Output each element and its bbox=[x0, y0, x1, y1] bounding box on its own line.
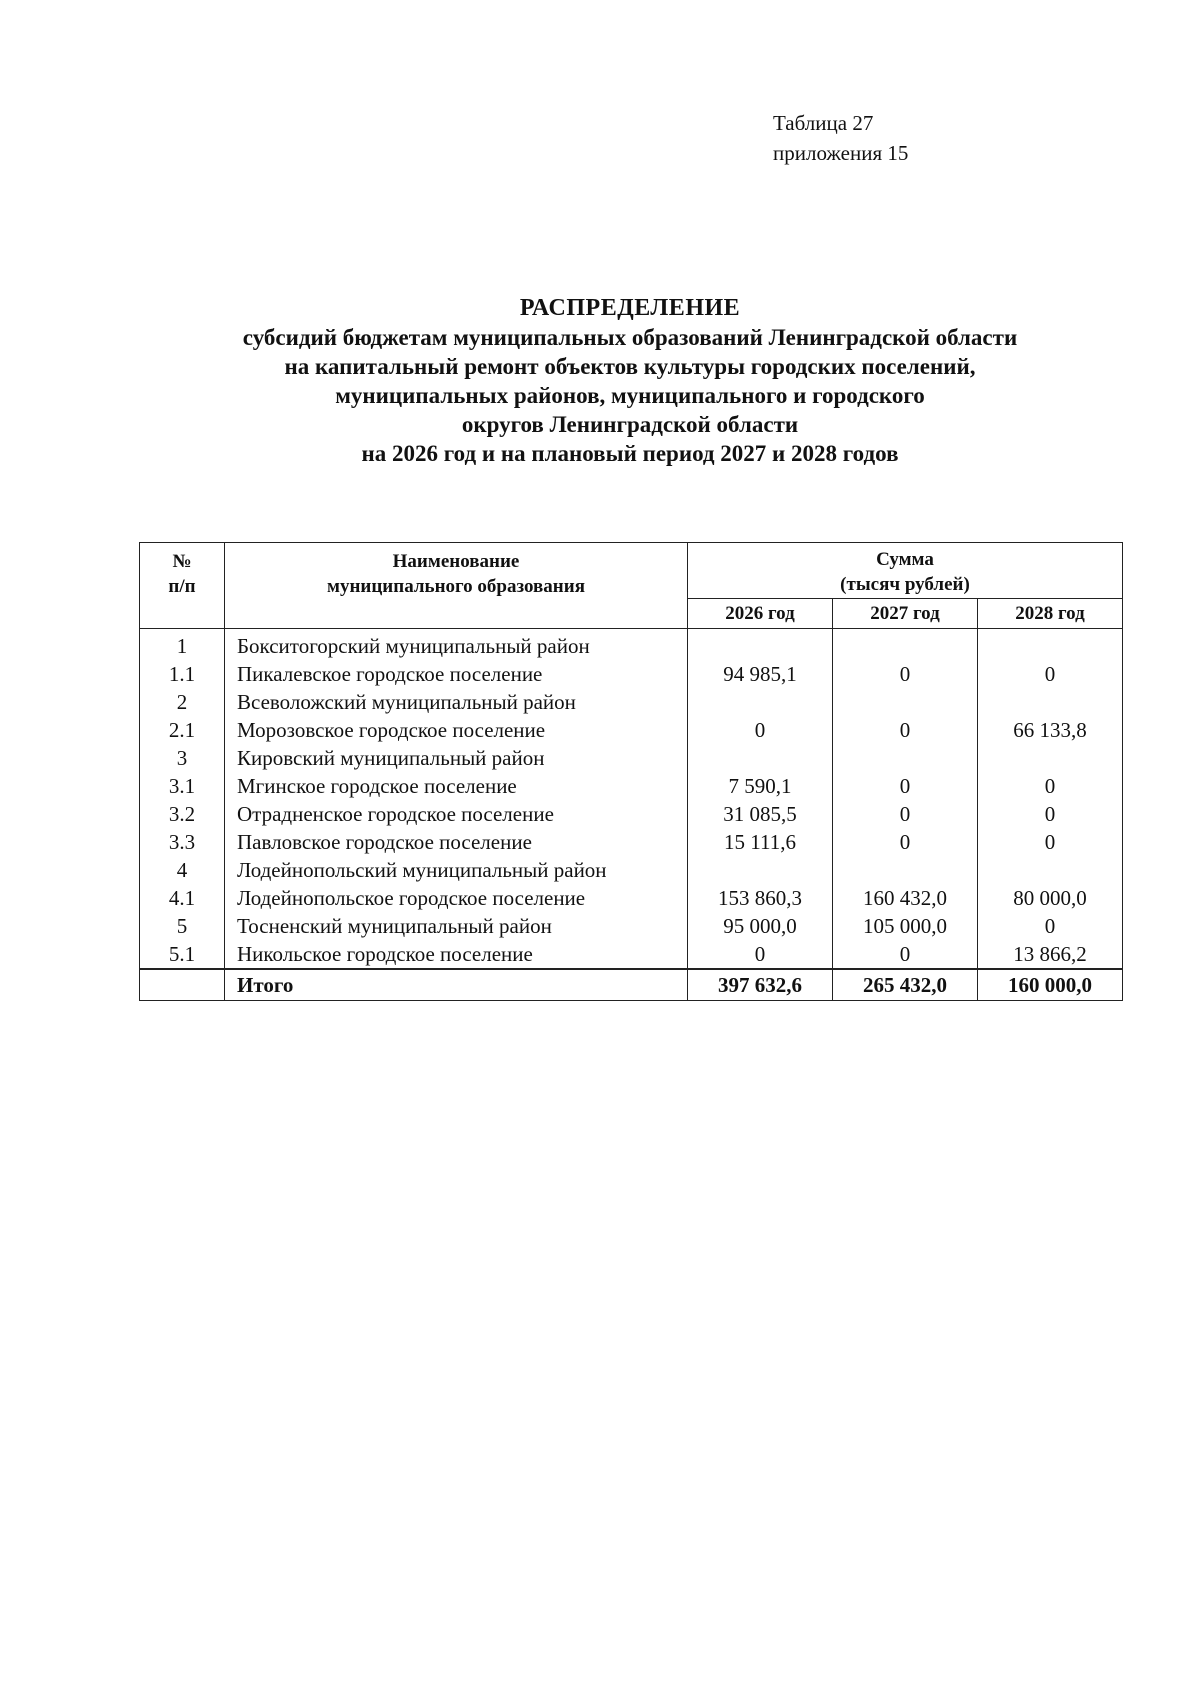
row-number: 4 bbox=[140, 856, 225, 884]
column-header-sum bbox=[688, 543, 1123, 599]
table-row bbox=[140, 772, 1123, 800]
row-value-2028: 13 866,2 bbox=[978, 940, 1123, 969]
column-header-number-line-2: п/п bbox=[168, 576, 196, 597]
table-row bbox=[140, 688, 1123, 716]
row-value-2027 bbox=[833, 744, 978, 772]
row-name: Кировский муниципальный район bbox=[225, 744, 688, 772]
total-row bbox=[140, 969, 1123, 1001]
row-name: Лодейнопольский муниципальный район bbox=[225, 856, 688, 884]
row-number: 2 bbox=[140, 688, 225, 716]
table-body bbox=[140, 629, 1123, 1001]
table-row bbox=[140, 884, 1123, 912]
total-row-number bbox=[140, 969, 225, 1001]
table-row bbox=[140, 856, 1123, 884]
row-value-2027 bbox=[833, 688, 978, 716]
row-value-2027 bbox=[833, 629, 978, 661]
table-row bbox=[140, 744, 1123, 772]
row-value-2027: 105 000,0 bbox=[833, 912, 978, 940]
title-line-1: субсидий бюджетам муниципальных образований Ленинградской области bbox=[242, 325, 1018, 350]
total-value-2026: 397 632,6 bbox=[688, 969, 833, 1001]
row-name: Мгинское городское поселение bbox=[225, 772, 688, 800]
row-name: Тосненский муниципальный район bbox=[225, 912, 688, 940]
column-header-name-line-1: Наименование bbox=[392, 551, 520, 572]
row-name: Пикалевское городское поселение bbox=[225, 660, 688, 688]
row-value-2026 bbox=[688, 744, 833, 772]
row-value-2026 bbox=[688, 688, 833, 716]
row-value-2027: 160 432,0 bbox=[833, 884, 978, 912]
row-value-2026: 95 000,0 bbox=[688, 912, 833, 940]
row-number: 5 bbox=[140, 912, 225, 940]
row-value-2026 bbox=[688, 856, 833, 884]
title-main: РАСПРЕДЕЛЕНИЕ bbox=[519, 295, 741, 321]
row-number: 3.1 bbox=[140, 772, 225, 800]
column-header-sum-line-2: (тысяч рублей) bbox=[840, 574, 970, 595]
document-title bbox=[100, 294, 1160, 468]
row-name: Лодейнопольское городское поселение bbox=[225, 884, 688, 912]
row-name: Всеволожский муниципальный район bbox=[225, 688, 688, 716]
row-value-2027: 0 bbox=[833, 660, 978, 688]
row-value-2026 bbox=[688, 629, 833, 661]
title-line-4: округов Ленинградской области bbox=[461, 412, 799, 437]
row-value-2026: 153 860,3 bbox=[688, 884, 833, 912]
title-line-3: муниципальных районов, муниципального и городского bbox=[335, 383, 925, 408]
row-value-2028 bbox=[978, 856, 1123, 884]
row-value-2028 bbox=[978, 688, 1123, 716]
table-row bbox=[140, 660, 1123, 688]
row-value-2027: 0 bbox=[833, 940, 978, 969]
row-value-2028: 0 bbox=[978, 660, 1123, 688]
row-value-2026: 0 bbox=[688, 716, 833, 744]
row-number: 3.3 bbox=[140, 828, 225, 856]
row-value-2028: 80 000,0 bbox=[978, 884, 1123, 912]
table-header bbox=[140, 543, 1123, 629]
row-value-2027: 0 bbox=[833, 800, 978, 828]
row-value-2027: 0 bbox=[833, 716, 978, 744]
table-reference bbox=[773, 108, 908, 168]
row-number: 3.2 bbox=[140, 800, 225, 828]
row-value-2026: 15 111,6 bbox=[688, 828, 833, 856]
total-value-2028: 160 000,0 bbox=[978, 969, 1123, 1001]
row-number: 1.1 bbox=[140, 660, 225, 688]
title-line-5: на 2026 год и на плановый период 2027 и 2028 годов bbox=[361, 441, 899, 466]
row-number: 1 bbox=[140, 629, 225, 661]
row-value-2028 bbox=[978, 629, 1123, 661]
row-value-2026: 7 590,1 bbox=[688, 772, 833, 800]
table-row bbox=[140, 940, 1123, 969]
row-number: 2.1 bbox=[140, 716, 225, 744]
row-name: Отрадненское городское поселение bbox=[225, 800, 688, 828]
row-number: 3 bbox=[140, 744, 225, 772]
row-value-2028 bbox=[978, 744, 1123, 772]
column-header-name-line-2: муниципального образования bbox=[327, 576, 585, 597]
column-header-2026: 2026 год bbox=[688, 599, 833, 629]
table-number: Таблица 27 bbox=[773, 111, 874, 135]
row-value-2027: 0 bbox=[833, 828, 978, 856]
total-value-2027: 265 432,0 bbox=[833, 969, 978, 1001]
row-number: 5.1 bbox=[140, 940, 225, 969]
row-name: Бокситогорский муниципальный район bbox=[225, 629, 688, 661]
row-value-2026: 94 985,1 bbox=[688, 660, 833, 688]
table-row bbox=[140, 716, 1123, 744]
row-value-2028: 0 bbox=[978, 828, 1123, 856]
row-value-2028: 0 bbox=[978, 912, 1123, 940]
row-value-2026: 0 bbox=[688, 940, 833, 969]
column-header-number bbox=[140, 543, 225, 629]
row-value-2027 bbox=[833, 856, 978, 884]
row-value-2028: 66 133,8 bbox=[978, 716, 1123, 744]
row-value-2027: 0 bbox=[833, 772, 978, 800]
row-name: Никольское городское поселение bbox=[225, 940, 688, 969]
row-value-2026: 31 085,5 bbox=[688, 800, 833, 828]
table-row bbox=[140, 629, 1123, 661]
row-value-2028: 0 bbox=[978, 772, 1123, 800]
table-row bbox=[140, 828, 1123, 856]
row-number: 4.1 bbox=[140, 884, 225, 912]
column-header-number-line-1: № bbox=[172, 551, 192, 572]
column-header-2028: 2028 год bbox=[978, 599, 1123, 629]
table-row bbox=[140, 800, 1123, 828]
row-value-2028: 0 bbox=[978, 800, 1123, 828]
row-name: Павловское городское поселение bbox=[225, 828, 688, 856]
column-header-sum-line-1: Сумма bbox=[876, 549, 934, 570]
column-header-name bbox=[225, 543, 688, 629]
row-name: Морозовское городское поселение bbox=[225, 716, 688, 744]
title-line-2: на капитальный ремонт объектов культуры городских поселений, bbox=[284, 354, 976, 379]
total-label: Итого bbox=[225, 969, 688, 1001]
appendix-number: приложения 15 bbox=[773, 141, 909, 165]
column-header-2027: 2027 год bbox=[833, 599, 978, 629]
table-row bbox=[140, 912, 1123, 940]
distribution-table bbox=[139, 542, 1123, 1001]
